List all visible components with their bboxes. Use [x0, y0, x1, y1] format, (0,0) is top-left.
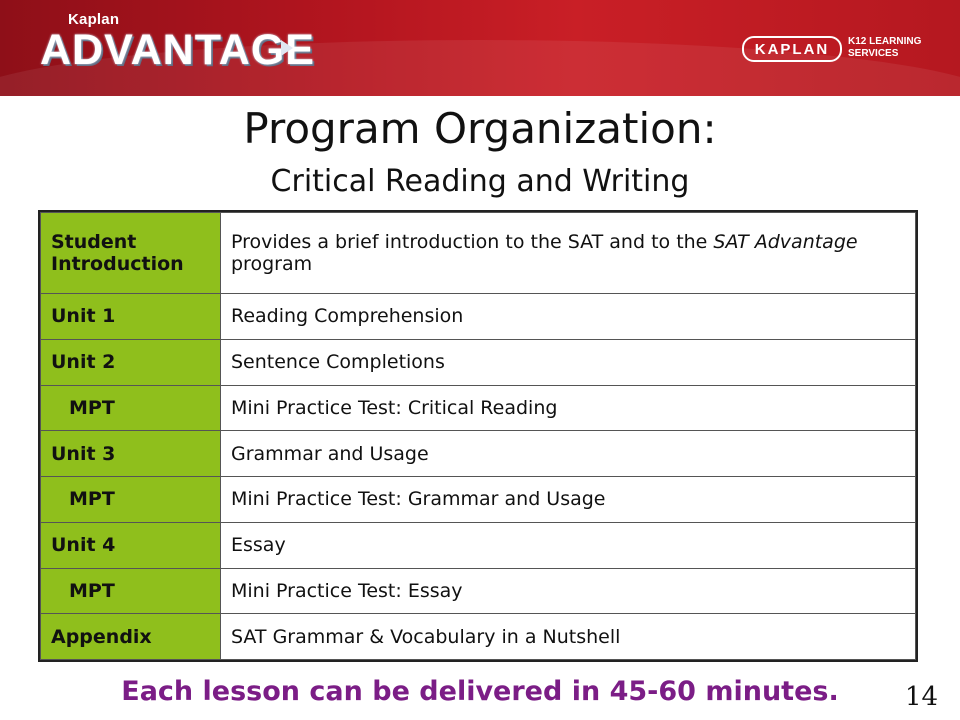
row-description-text: Provides a brief introduction to the SAT and to the — [231, 231, 714, 253]
footer-note: Each lesson can be delivered in 45-60 minutes. — [121, 676, 839, 707]
brand-arrow-icon — [281, 40, 293, 56]
partner-subtitle — [848, 36, 948, 60]
row-description: Mini Practice Test: Critical Reading — [221, 385, 916, 431]
table-row — [41, 568, 916, 614]
row-description: Sentence Completions — [221, 339, 916, 385]
table-row — [41, 614, 916, 660]
row-label: Student Introduction — [41, 213, 221, 294]
partner-subtitle-line1: K12 LEARNING — [848, 36, 922, 47]
table-row — [41, 431, 916, 477]
row-description: Essay — [221, 522, 916, 568]
header-banner — [0, 0, 960, 96]
page-title: Program Organization: — [243, 104, 717, 153]
row-label: MPT — [41, 568, 221, 614]
row-label: Unit 3 — [41, 431, 221, 477]
row-label: Unit 4 — [41, 522, 221, 568]
row-description — [221, 213, 916, 294]
row-label: Appendix — [41, 614, 221, 660]
table-row — [41, 522, 916, 568]
table-row — [41, 385, 916, 431]
row-label: MPT — [41, 385, 221, 431]
row-description: Mini Practice Test: Essay — [221, 568, 916, 614]
table-row — [41, 213, 916, 294]
table-row — [41, 339, 916, 385]
table-row — [41, 477, 916, 523]
row-description-text: program — [231, 253, 313, 275]
table-row — [41, 294, 916, 340]
program-table — [38, 210, 918, 662]
row-description-italic: SAT Advantage — [713, 231, 858, 253]
row-description: SAT Grammar & Vocabulary in a Nutshell — [221, 614, 916, 660]
row-label: MPT — [41, 477, 221, 523]
partner-logo: KAPLAN — [742, 36, 842, 62]
row-description: Grammar and Usage — [221, 431, 916, 477]
slide-number: 14 — [905, 682, 939, 712]
row-description: Reading Comprehension — [221, 294, 916, 340]
row-label: Unit 2 — [41, 339, 221, 385]
row-description: Mini Practice Test: Grammar and Usage — [221, 477, 916, 523]
brand-logo-text: ADVANTAGE — [40, 26, 315, 74]
row-label: Unit 1 — [41, 294, 221, 340]
brand-small-text: Kaplan — [68, 11, 120, 28]
partner-subtitle-line2: SERVICES — [848, 48, 899, 59]
page-subtitle: Critical Reading and Writing — [270, 164, 690, 199]
